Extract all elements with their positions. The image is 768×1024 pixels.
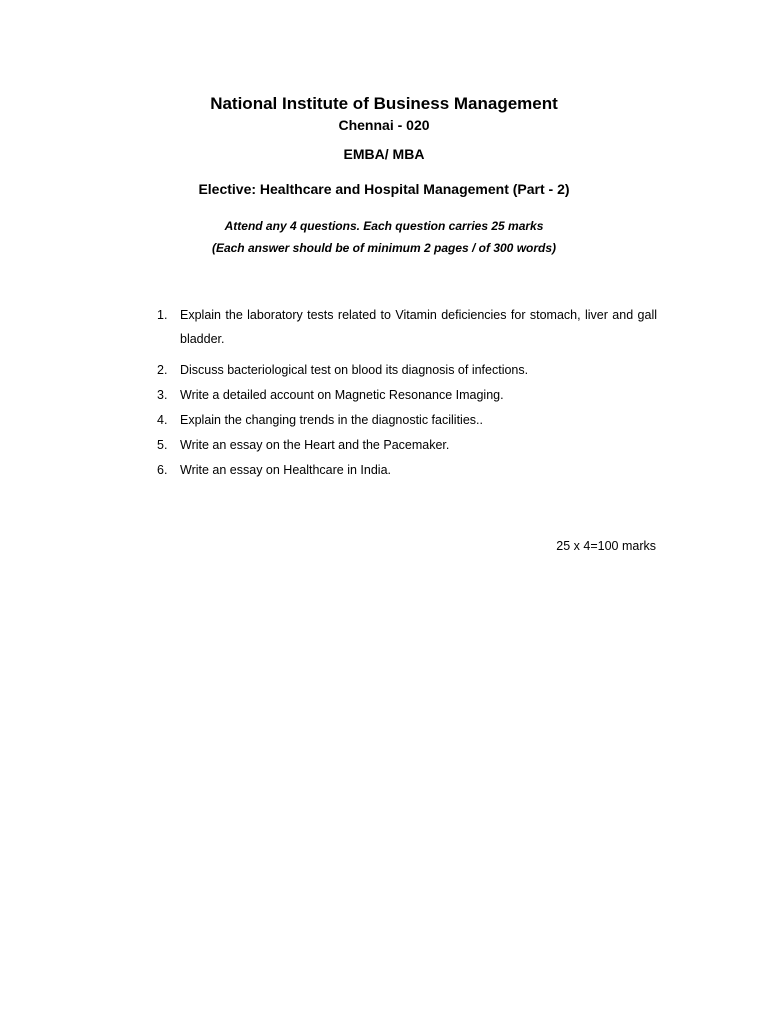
question-number: 5. [157, 438, 168, 452]
question-number: 3. [157, 388, 168, 402]
question-item [157, 433, 657, 457]
question-text: Write an essay on Healthcare in India. [180, 463, 391, 477]
elective-subject: Elective: Healthcare and Hospital Management (Part - 2) [198, 181, 570, 197]
instruction-line-2: (Each answer should be of minimum 2 pages / of 300 words) [211, 241, 557, 255]
question-text: Write an essay on the Heart and the Pacemaker. [180, 438, 450, 452]
question-item [157, 358, 657, 382]
total-marks: 25 x 4=100 marks [556, 539, 656, 553]
institute-city: Chennai - 020 [338, 117, 430, 133]
question-item [157, 383, 657, 407]
question-list [157, 303, 657, 483]
question-text: Explain the laboratory tests related to Vitamin deficiencies for stomach, liver and gall bladder. [180, 308, 657, 346]
question-number: 4. [157, 413, 168, 427]
question-number: 2. [157, 363, 168, 377]
program-name: EMBA/ MBA [343, 146, 425, 162]
question-item [157, 458, 657, 482]
question-number: 1. [157, 308, 168, 322]
institute-title: National Institute of Business Management [210, 94, 558, 113]
question-text: Explain the changing trends in the diagnostic facilities.. [180, 413, 483, 427]
question-text: Discuss bacteriological test on blood its diagnosis of infections. [180, 363, 529, 377]
instruction-line-1: Attend any 4 questions. Each question carries 25 marks [224, 219, 544, 233]
question-item [157, 303, 657, 351]
question-number: 6. [157, 463, 168, 477]
question-text: Write a detailed account on Magnetic Resonance Imaging. [180, 388, 504, 402]
question-item [157, 408, 657, 432]
